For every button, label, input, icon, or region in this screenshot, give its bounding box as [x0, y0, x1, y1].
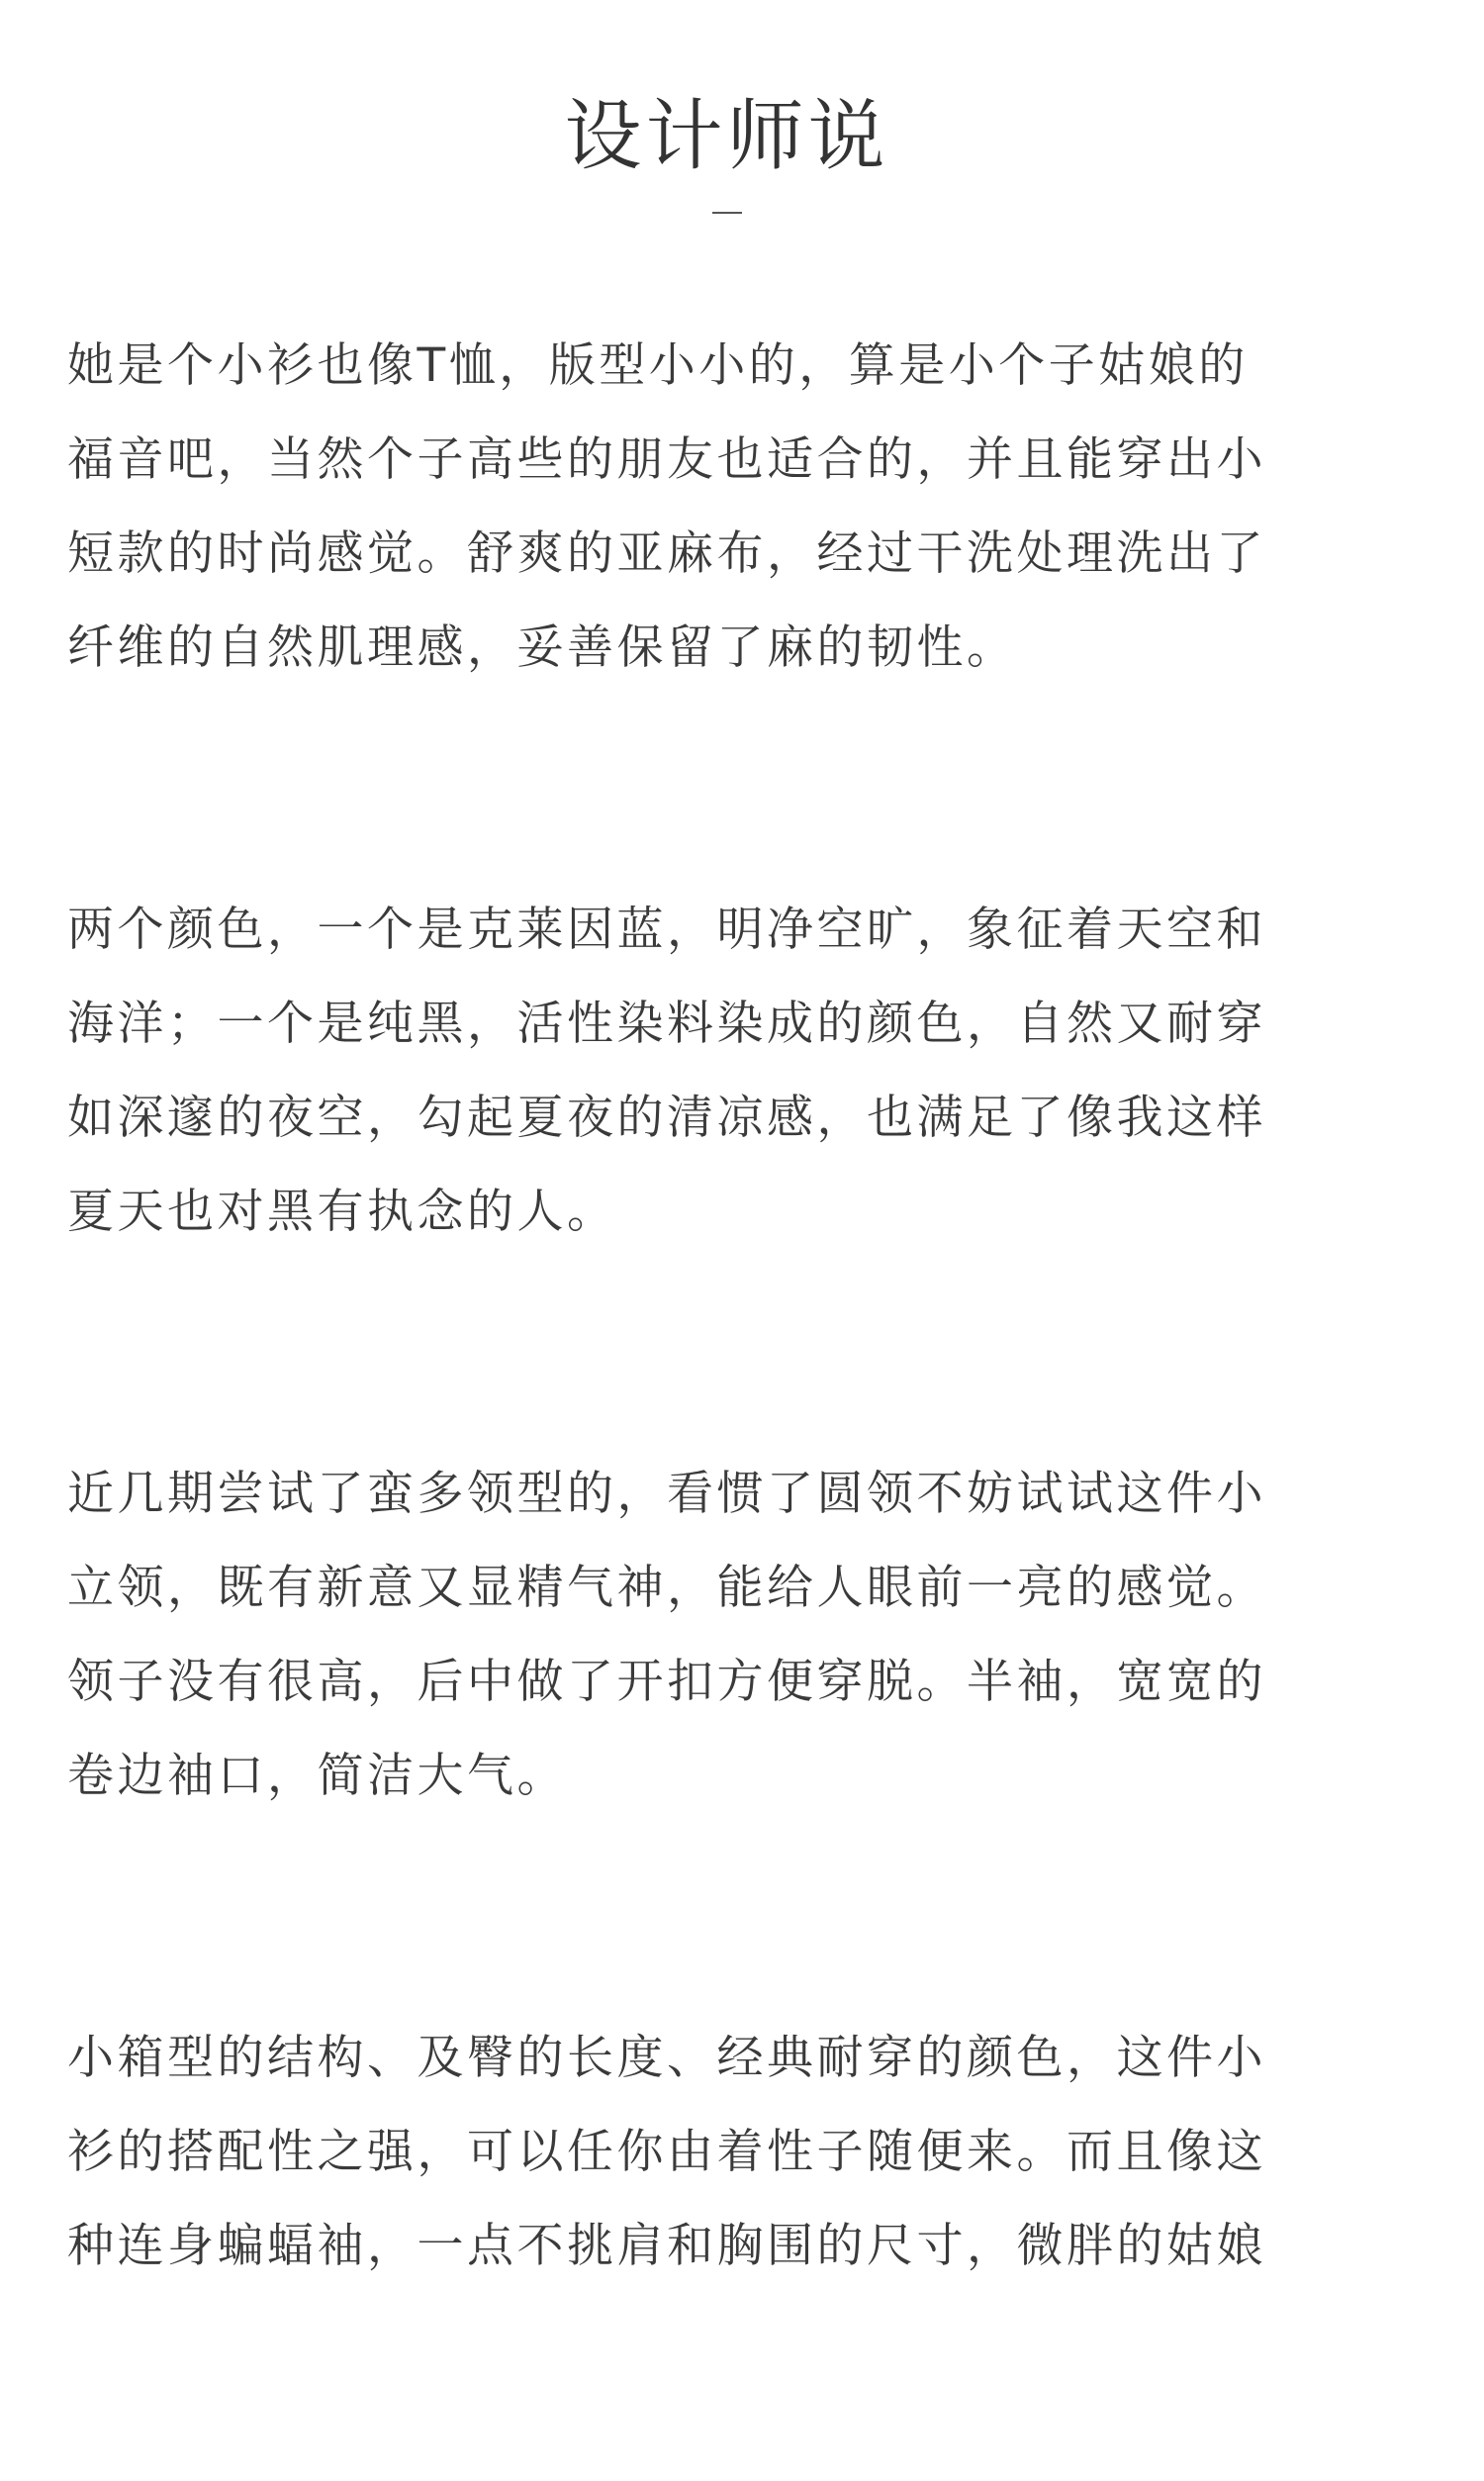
text-line: 夏天也对黑有执念的人。 [67, 1185, 617, 1239]
paragraph [67, 1447, 1393, 1823]
text-line: 衫的搭配性之强，可以任你由着性子随便来。而且像这 [67, 2125, 1266, 2179]
text-line: 她是个小衫也像T恤，版型小小的，算是小个子姑娘的 [67, 338, 1249, 393]
text-line: 如深邃的夜空，勾起夏夜的清凉感，也满足了像我这样 [67, 1091, 1266, 1145]
text-line: 领子没有很高，后中做了开扣方便穿脱。半袖，宽宽的 [67, 1655, 1266, 1709]
text-line: 立领，既有新意又显精气神，能给人眼前一亮的感觉。 [67, 1561, 1266, 1615]
text-line: 种连身蝙蝠袖，一点不挑肩和胸围的尺寸，微胖的姑娘 [67, 2219, 1266, 2273]
title-divider [712, 212, 742, 214]
paragraph [67, 319, 1393, 695]
text-line: 海洋；一个是纯黑，活性染料染成的颜色，自然又耐穿 [67, 997, 1266, 1051]
text-line: 近几期尝试了蛮多领型的，看惯了圆领不妨试试这件小 [67, 1467, 1266, 1521]
text-line: 两个颜色，一个是克莱因蓝，明净空旷，象征着天空和 [67, 903, 1266, 957]
text-line: 纤维的自然肌理感，妥善保留了麻的韧性。 [67, 620, 1017, 675]
text-line: 福音吧，当然个子高些的朋友也适合的，并且能穿出小 [67, 432, 1266, 487]
text-line: 短款的时尚感觉。舒爽的亚麻布，经过干洗处理洗出了 [67, 526, 1266, 581]
article-body [67, 319, 1393, 2481]
paragraph [67, 883, 1393, 1259]
text-line: 卷边袖口，简洁大气。 [67, 1749, 567, 1803]
paragraph [67, 2011, 1393, 2293]
text-line: 小箱型的结构、及臀的长度、经典耐穿的颜色，这件小 [67, 2031, 1266, 2085]
page-title: 设计师说 [564, 92, 889, 181]
